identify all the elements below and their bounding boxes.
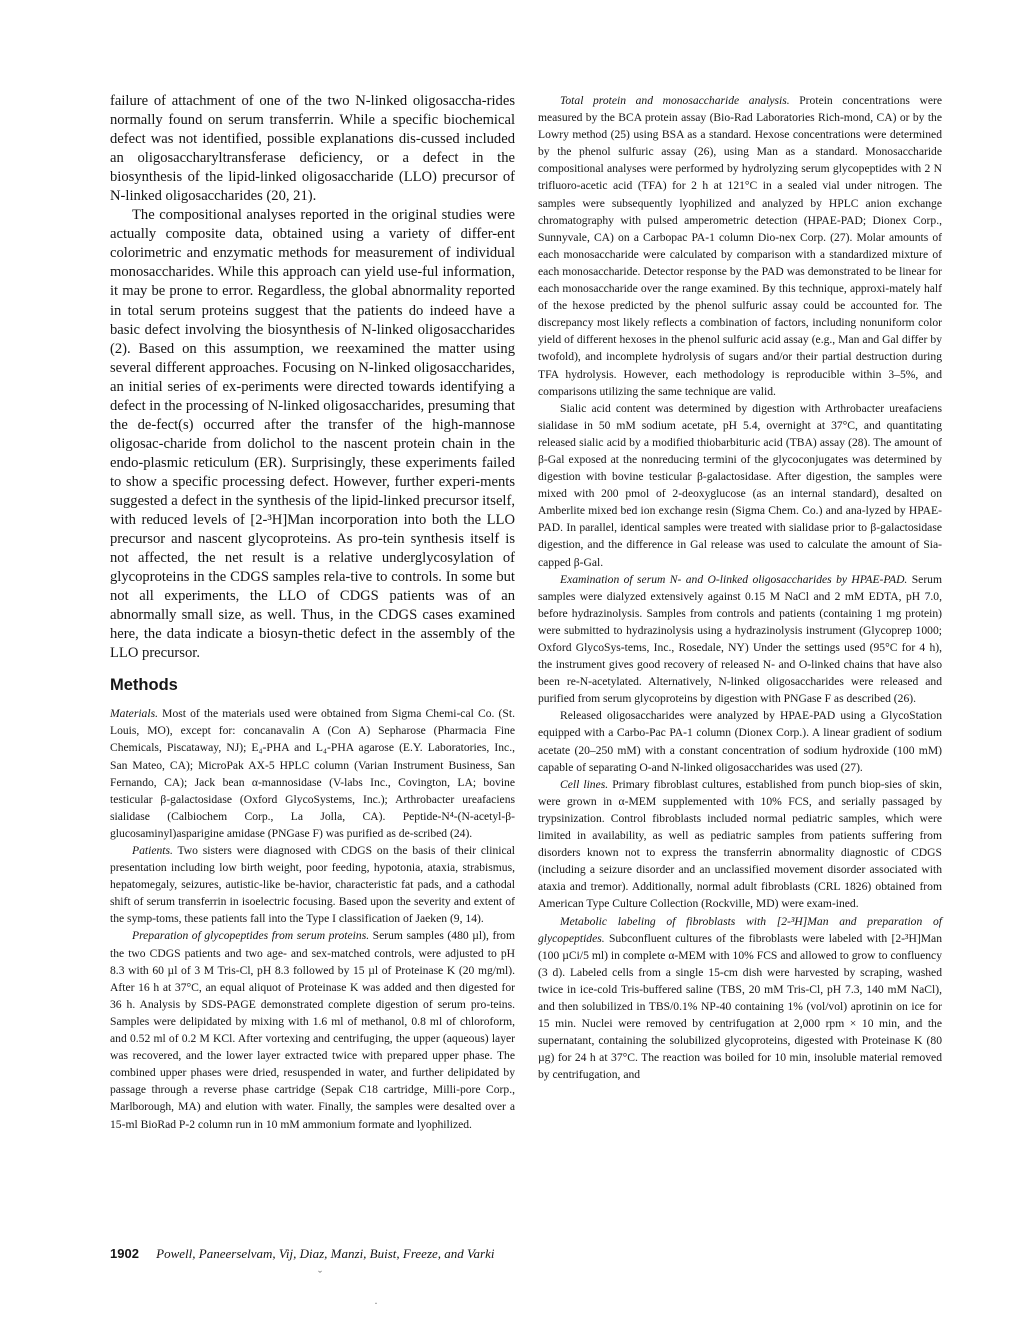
footer-authors: Powell, Paneerselvam, Vij, Diaz, Manzi, Buist, Freeze, and Varki [156, 1246, 495, 1261]
page-footer [110, 1246, 494, 1262]
preparation-text: Serum samples (480 µl), from the two CDGS patients and two age- and sex-matched controls, were adjusted to pH 8.3 with 60 µl of 3 M Tris-Cl, pH 8.3 followed by 15 µl of Proteinase K (20 mg/ml). After 16 h at 37°C, an equal aliquot of Proteinase K was added and then digested for 36 h. Analysis by SDS-PAGE demonstrated complete digestion of serum pro-teins. Samples were delipidated by mixing with 1.6 ml of methanol, 0.8 ml of chloroform, and 0.52 ml of 0.2 M KCl. After vortexing and centrifuging, the upper (aqueous) layer was recovered, and the lower layer extracted twice with prepared upper phase. The combined upper phases were dried, resuspended in water, and further delipidated by passage through a reverse phase cartridge (Sepak C18 cartridge, Milli-pore Corp., Marlborough, MA) and elution with water. Finally, the samples were desalted over a 15-ml BioRad P-2 column run in 10 mM ammonium formate and lyophilized. [110, 929, 515, 1131]
methods-heading: Methods [110, 676, 178, 695]
total-protein-text: Protein concentrations were measured by the BCA protein assay (Bio-Rad Laboratories Rich-mond, CA) or by the Lowry method (25) using BSA as a standard. Hexose concentrations were determined by the phenol sulfuric assay (26), using Man as a standard. Monosaccharide compositional analyses were performed by hydrolyzing serum glycopeptides with 2 N trifluoro-acetic acid (TFA) for 2 h at 121°C in a sealed vial under nitrogen. The samples were subsequently lyophilized and analyzed by HPLC anion exchange chromatography with pulsed amperometric detection (HPAE-PAD; Dionex Corp., Sunnyvale, CA) on a Carbopac PA-1 column Dio-nex Corp. (27). Molar amounts of each monosaccharide were calculated by comparison with a standardized mixture of each monosaccharide. Detector response by the PAD was demonstrated to be linear for each monosaccharide over the range examined. By this technique, approxi-mately half of the hexose predicted by the phenol sulfuric assay could be accounted for. The discrepancy most likely reflects a combination of factors, including nonuniform color yield of different hexoses in the phenol sulfuric acid assay (e.g., Man and Gal differ by twofold), and incomplete hydrolysis of sugars and/or their partial destruction during TFA hydrolysis. However, each methodology is reproducible within 3–5%, and comparisons utilizing the same technique are valid. [538, 94, 942, 398]
materials-title: Materials. [110, 707, 158, 721]
cell-lines-text: Primary fibroblast cultures, established from punch biop-sies of skin, were grown in α-MEM supplemented with 10% FCS, and serially passaged by trypsinization. Control fibroblasts included normal pediatric samples, which were limited in availability, as well as pediatric samples from patients suffering from disorders known not to express the transferrin abnormality diagnostic of CDGS (including a seizure disorder and an unclassified movement disorder associated with ataxia and tremor). Additionally, normal adult fibroblasts (CRL 1826) obtained from American Type Culture Collection (Rockville, MD) were exam-ined. [538, 777, 942, 911]
cell-lines-title: Cell lines. [560, 777, 609, 791]
total-protein-paragraph [538, 92, 942, 400]
stray-mark-1: ˇ [318, 1268, 322, 1282]
examination-title: Examination of serum N- and O-linked oligosaccharides by HPAE-PAD. [560, 572, 908, 586]
cell-lines-paragraph [538, 776, 942, 913]
intro-paragraph-2: The compositional analyses reported in the original studies were actually composite data, obtained using a variety of differ-ent colorimetric and enzymatic methods for measurement of individual monosaccharides. While this approach can yield use-ful information, it may be prone to error. Regardless, the global abnormality reported in total serum proteins suggest that the patients do indeed have a basic defect involving the biosynthesis of N-linked oligosaccharides (2). Based on this assumption, we reexamined the matter using several different approaches. Focusing on N-linked oligosaccharides, an initial series of ex-periments were directed towards identifying a defect in the processing of N-linked oligosaccharides, presuming that the de-fect(s) occurred after the transfer of the high-mannose oligosac-charide from dolichol to the nascent protein chain in the endo-plasmic reticulum (ER). Surprisingly, these experiments failed to show a specific processing defect. However, further experi-ments suggested a defect in the synthesis of the lipid-linked precursor itself, with reduced levels of [2-³H]Man incorporation into both the LLO precursor and nascent glycoproteins. As pro-tein synthesis itself is not affected, the net result is a relative underglycosylation of glycoproteins in the CDGS samples rela-tive to controls. In some but not all experiments, the LLO of CDGS patients was of an abnormally small size, as well. Thus, in the CDGS cases examined here, the data indicate a biosyn-thetic defect in the assembly of the LLO precursor. [110, 207, 515, 662]
page-number: 1902 [110, 1246, 139, 1261]
stray-mark-2: · [374, 1296, 378, 1310]
preparation-title: Preparation of glycopeptides from serum proteins. [132, 929, 370, 943]
materials-paragraph [110, 705, 515, 842]
right-column [538, 92, 942, 1083]
examination-text: Serum samples were dialyzed extensively against 0.15 M NaCl and 2 mM EDTA, pH 7.0, before hydrazinolysis. Samples from controls and patients (containing 1 mg protein) were submitted to hydrazinolysis using a hydrazinolysis instrument (Glycoprep 1000; Oxford GlycoSys-tems, Inc., Rosedale, NY) Under the settings used (95°C for 4 h), the instrument gives good recovery of released N- and O-linked chains that have also been re-N-acetylated. Alternatively, N-linked oligosaccharides were released and purified from serum glycoproteins by digestion with PNGase F as described (26). [538, 572, 943, 706]
patients-title: Patients. [132, 844, 173, 857]
patients-paragraph [110, 842, 515, 927]
total-protein-title: Total protein and monosaccharide analysis. [560, 94, 790, 107]
metabolic-labeling-text: Subconfluent cultures of the fibroblasts were labeled with [2-³H]Man (100 µCi/5 ml) in complete α-MEM with 10% FCS and allowed to grow to confluency (3 d). Labeled cells from a single 15-cm dish were harvested by scraping, washed twice in ice-cold Tris-buffered saline (TBS, 20 mM Tris-Cl, pH 7.3, 140 mM NaCl), and then solubilized in TBS/0.1% NP-40 containing 1% (vol/vol) aprotinin on ice for 15 min. Nuclei were removed by centrifugation at 2,000 rpm × 10 min, and the supernatant, containing the solubilized glycoproteins, digested with Proteinase K (80 µg) for 24 h at 37°C. The reaction was boiled for 10 min, insoluble material removed by centrifugation, and [538, 931, 942, 1082]
metabolic-labeling-title: Metabolic labeling of fibroblasts with [2-³H]Man and preparation of glycopeptides. [538, 914, 942, 945]
patients-text: Two sisters were diagnosed with CDGS on the basis of their clinical presentation including low birth weight, poor feeding, hypotonia, ataxia, strabismus, hepatomegaly, seizures, autistic-like be-havior, characteristic fat pads, and a cathodal shift of serum transferrin in isoelectric focusing. Based upon the severity and extent of the symp-toms, these patients fall into the Type I classification of Jaeken (9, 14). [110, 844, 515, 926]
sialic-acid-paragraph: Sialic acid content was determined by digestion with Arthrobacter ureafaciens sialidase in 50 mM sodium acetate, pH 5.4, overnight at 37°C, and quantitating released sialic acid by a modified thiobarbituric acid (TBA) assay (28). The amount of β-Gal exposed at the nonreducing termini of the glycoconjugates was determined by digestion with bovine testicular β-galactosidase. After digestion, the samples were mixed with 200 pmol of 2-deoxyglucose (as an internal standard), desalted on Amberlite mixed bed ion exchange resin (Sigma Chem. Co.) and ana-lyzed by HPAE-PAD. In parallel, identical samples were treated with sialidase prior to β-galactosidase digestion, and the difference in Gal release was used to calculate the amount of Sia-capped β-Gal. [538, 401, 942, 569]
preparation-paragraph [110, 927, 515, 1132]
left-column [110, 92, 515, 1133]
materials-text: Most of the materials used were obtained from Sigma Chemi-cal Co. (St. Louis, MO), except for: concanavalin A (Con A) Sepharose (Pharmacia Fine Chemicals, Piscataway, NJ); E₄-PHA and L₄-PHA agarose (E.Y. Laboratories, Inc., San Mateo, CA); MicroPak AX-5 HPLC column (Varian Instrument Business, San Fernando, CA); Jack bean α-mannosidase (V-labs Inc., Covington, LA; bovine testicular β-galactosidase (Oxford GlycoSystems, Inc.); Arthrobacter ureafaciens sialidase (Calbiochem Corp., La Jolla, CA). Peptide-N⁴-(N-acetyl-β-glucosaminyl)asparigine amidase (PNGase F) was purified as de-scribed (24). [110, 707, 515, 840]
metabolic-labeling-paragraph [538, 913, 942, 1084]
intro-paragraph-1: failure of attachment of one of the two N-linked oligosaccha-rides normally found on serum transferrin. While a specific biochemical defect was not identified, possible explanations dis-cussed included an oligosaccharyltransferase deficiency, or a defect in the biosynthesis of the lipid-linked oligosaccharide (LLO) precursor of N-linked oligosaccharides (20, 21). [110, 93, 515, 205]
released-oligosaccharides-paragraph: Released oligosaccharides were analyzed by HPAE-PAD using a GlycoStation equipped with a Carbo-Pac PA-1 column (Dionex Corp.). A linear gradient of sodium acetate (20–250 mM) with a constant concentration of sodium hydroxide (100 mM) capable of separating O-and N-linked oligosaccharides was used (27). [538, 709, 942, 774]
examination-paragraph [538, 571, 942, 708]
